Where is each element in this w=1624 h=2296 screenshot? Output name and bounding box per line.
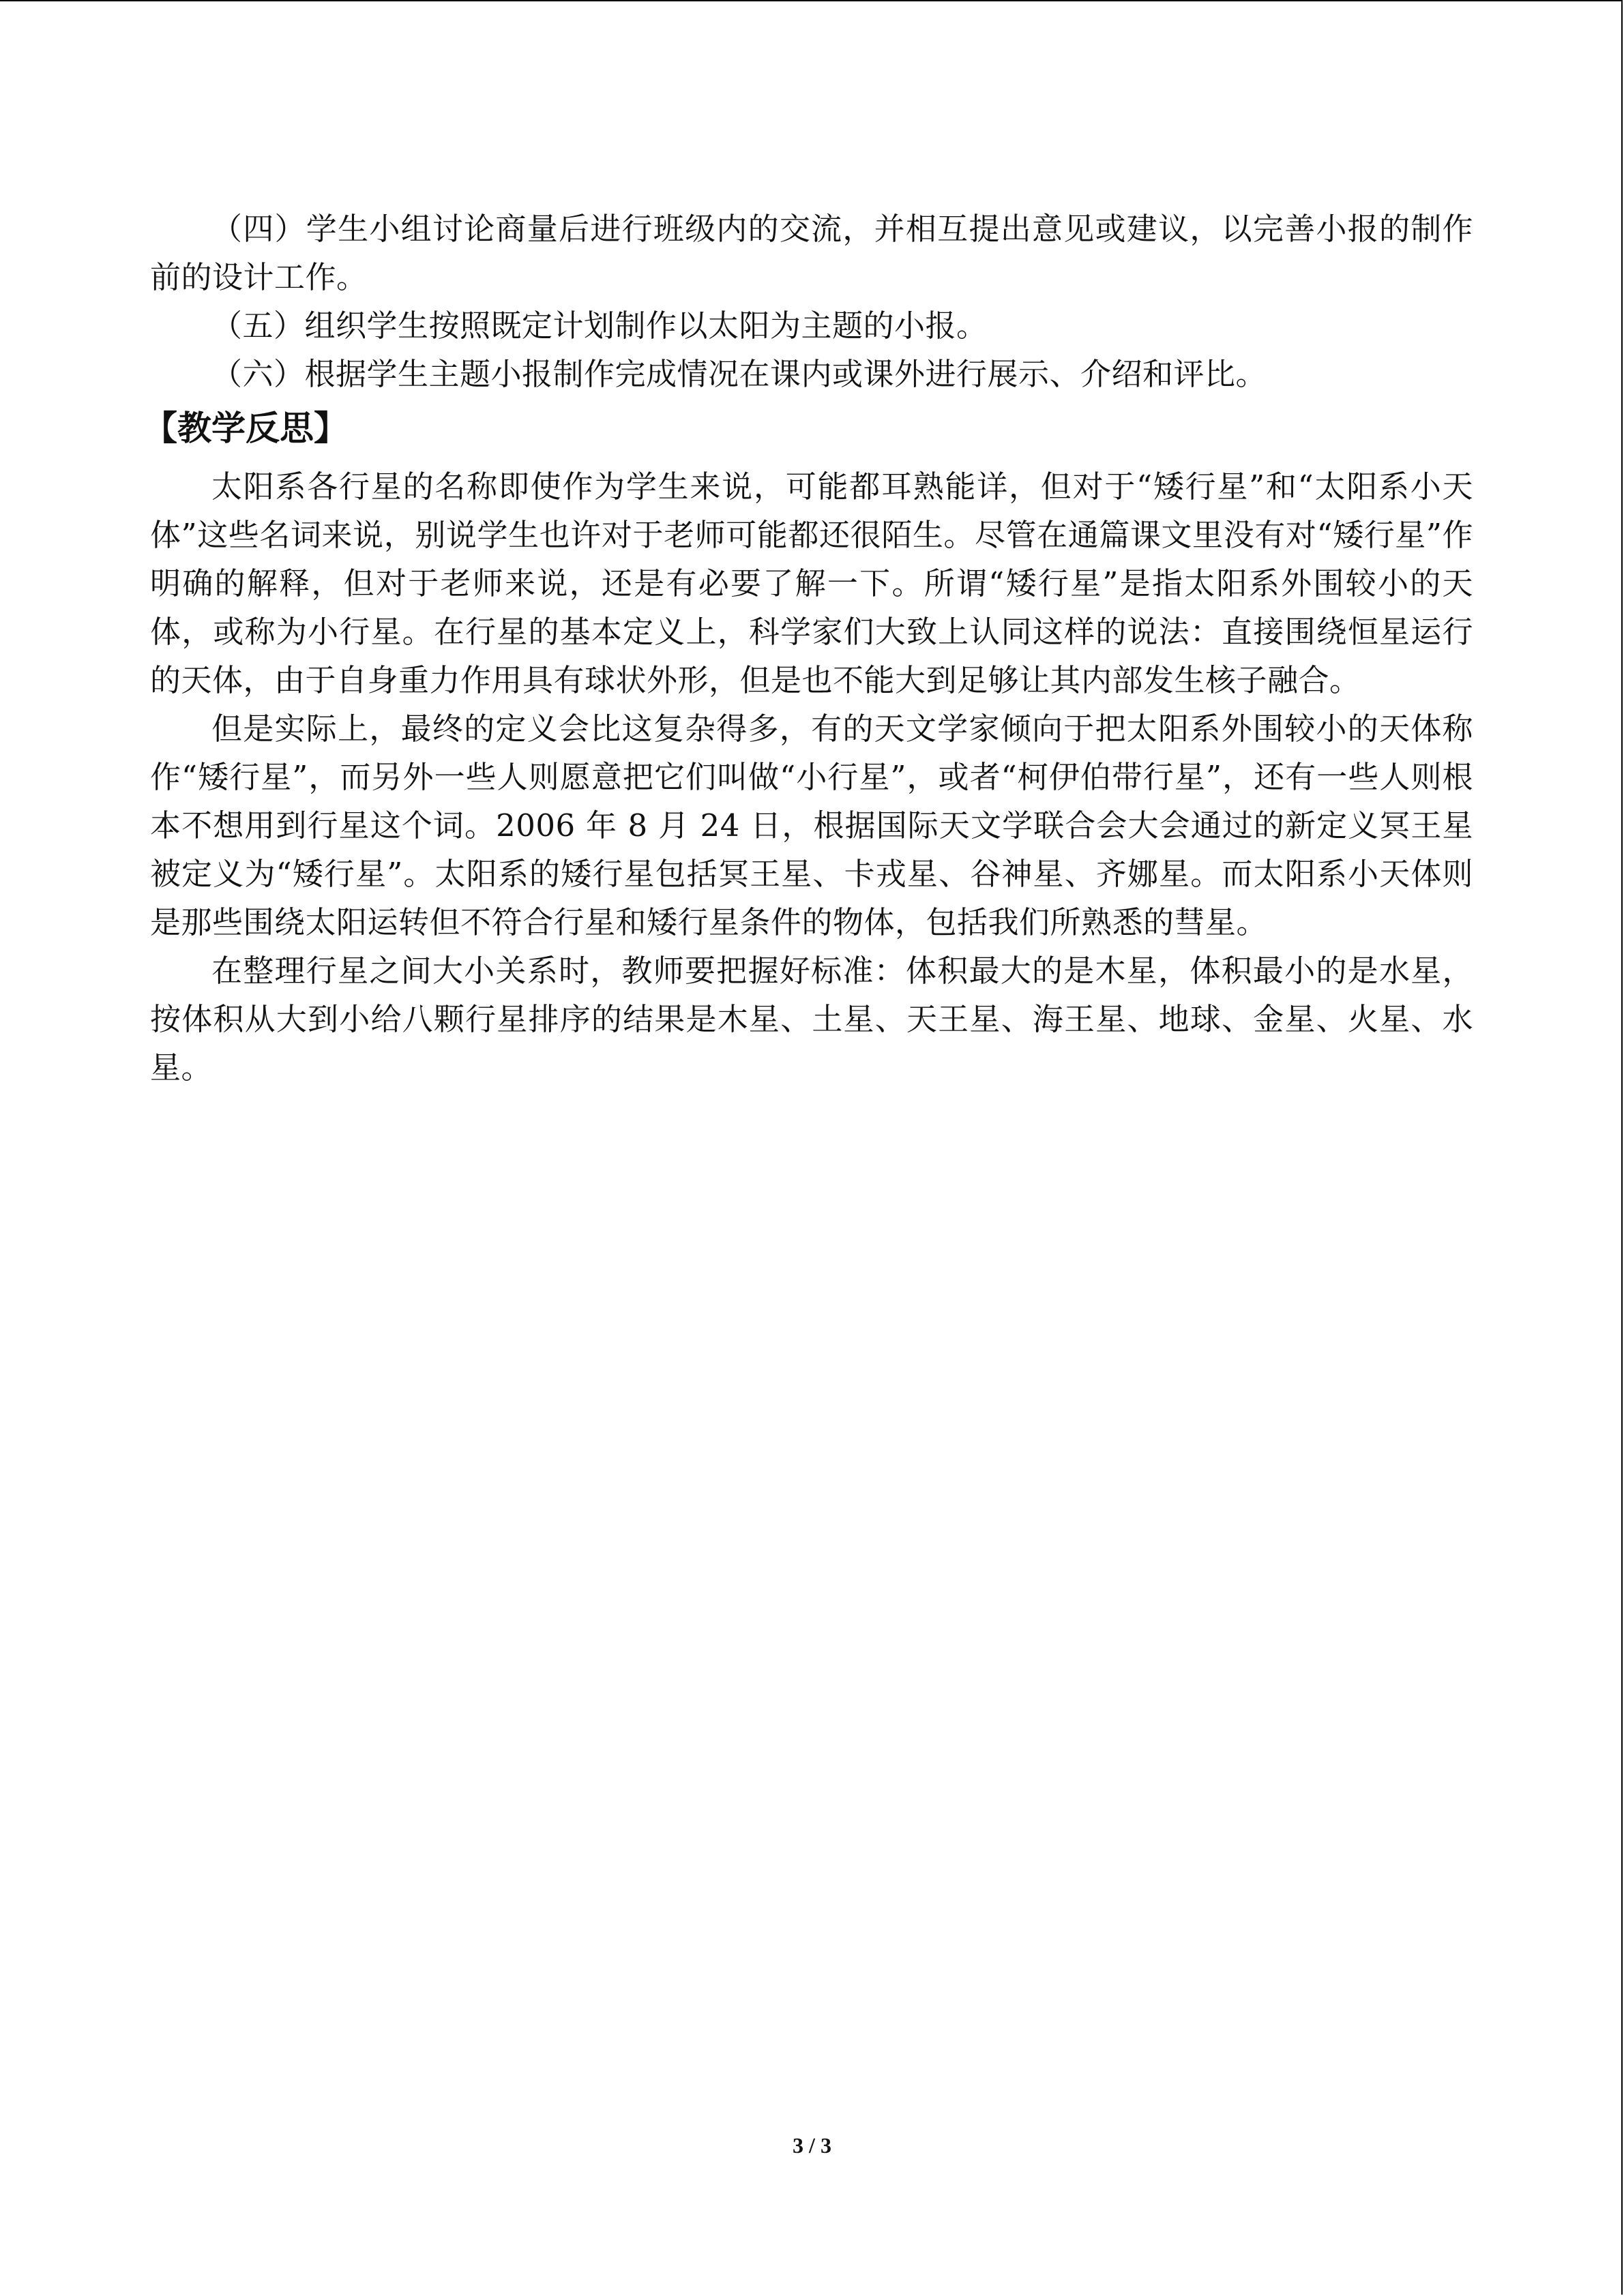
reflection-heading: 【教学反思】 bbox=[143, 408, 348, 448]
reflection-paragraph-1: 太阳系各行星的名称即使作为学生来说，可能都耳熟能详，但对于“矮行星”和“太阳系小天体”这些名词来说，别说学生也许对于老师可能都还很陌生。尽管在通篇课文里没有对“矮行星”作明确的解释，但对于老师来说，还是有必要了解一下。所谓“矮行星”是指太阳系外围较小的天体，或称为小行星。在行星的基本定义上，科学家们大致上认同这样的说法：直接围绕恒星运行的天体，由于自身重力作用具有球状外形，但是也不能大到足够让其内部发生核子融合。 bbox=[150, 468, 1473, 698]
reflection-paragraph-3: 在整理行星之间大小关系时，教师要把握好标准：体积最大的是木星，体积最小的是水星，按体积从大到小给八颗行星排序的结果是木星、土星、天王星、海王星、地球、金星、火星、水星。 bbox=[150, 953, 1473, 1086]
step-5-paragraph: （五）组织学生按照既定计划制作以太阳为主题的小报。 bbox=[211, 308, 988, 344]
step-4-paragraph: （四）学生小组讨论商量后进行班级内的交流，并相互提出意见或建议，以完善小报的制作前的设计工作。 bbox=[150, 211, 1473, 295]
document-body bbox=[143, 205, 1473, 1092]
reflection-paragraph-2: 但是实际上，最终的定义会比这复杂得多，有的天文学家倾向于把太阳系外围较小的天体称作“矮行星”，而另外一些人则愿意把它们叫做“小行星”，或者“柯伊伯带行星”，还有一些人则根本不想用到行星这个词。2006 年 8 月 24 日，根据国际天文学联合会大会通过的新定义冥王星被定义为“矮行星”。太阳系的矮行星包括冥王星、卡戎星、谷神星、齐娜星。而太阳系小天体则是那些围绕太阳运转但不符合行星和矮行星条件的物体，包括我们所熟悉的彗星。 bbox=[150, 711, 1473, 940]
step-6-paragraph: （六）根据学生主题小报制作完成情况在课内或课外进行展示、介绍和评比。 bbox=[211, 356, 1267, 392]
page-number: 3 / 3 bbox=[793, 2133, 831, 2158]
